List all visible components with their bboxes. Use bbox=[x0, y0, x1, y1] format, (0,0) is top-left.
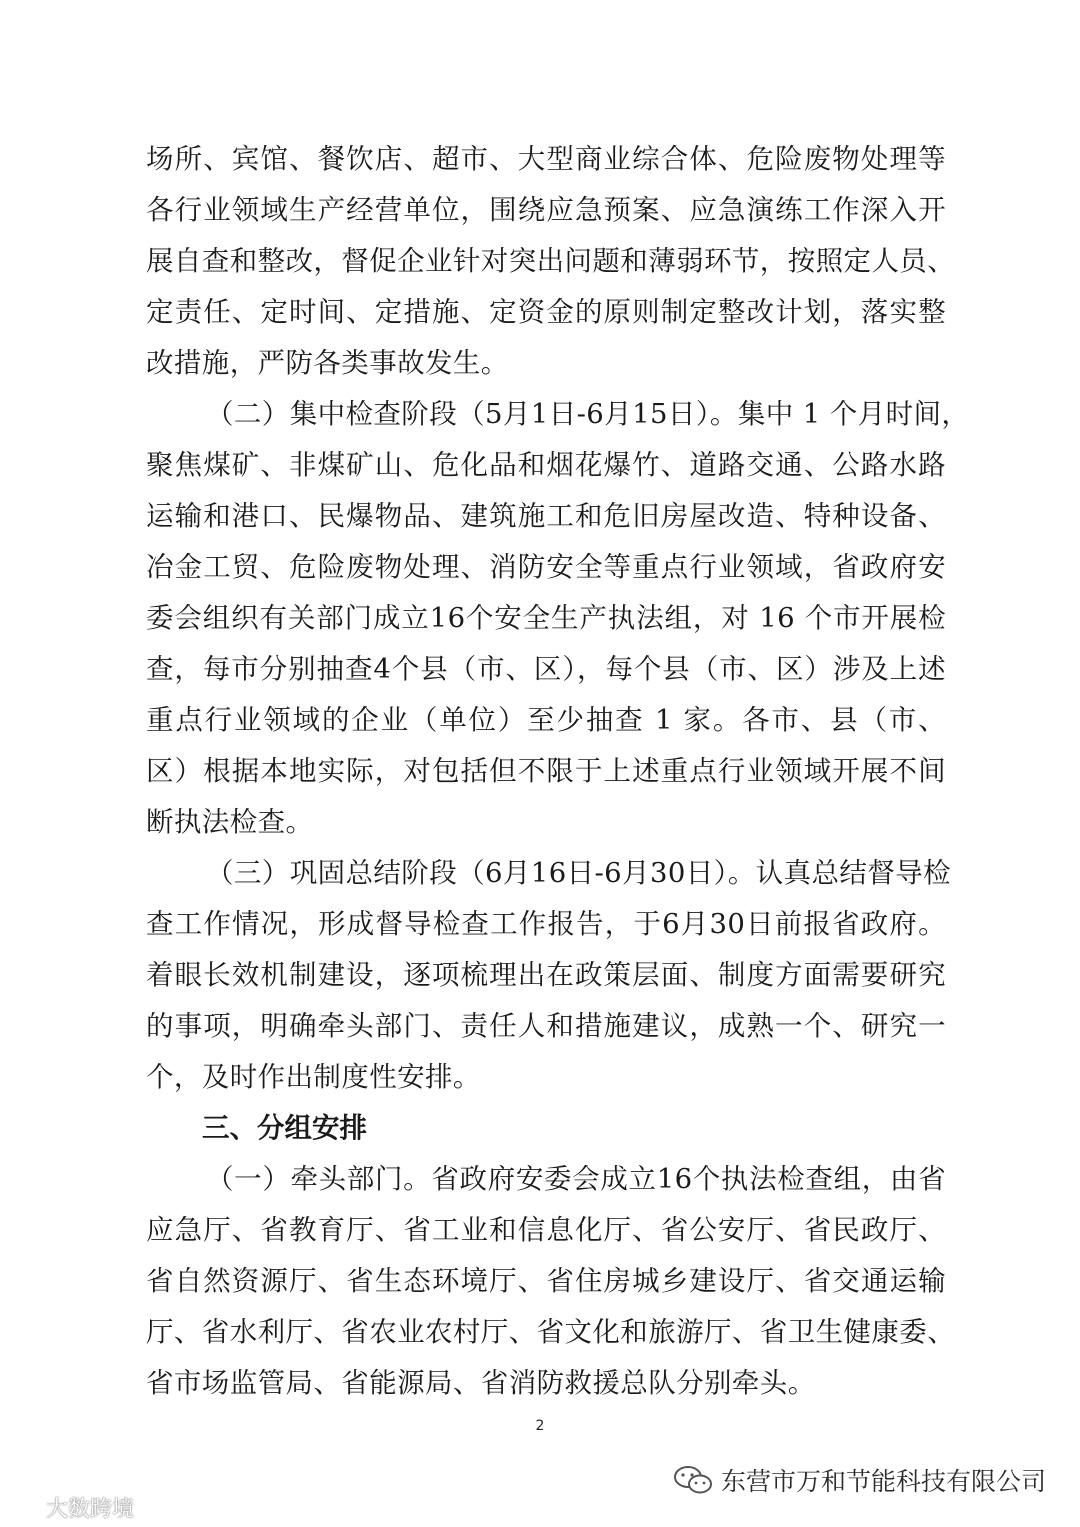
text-line: 查，每市分别抽查4个县（市、区），每个县（市、区）涉及上述 bbox=[146, 653, 946, 685]
text-line: （三）巩固总结阶段（6月16日-6月30日）。认真总结督导检 bbox=[206, 857, 952, 889]
body-text bbox=[146, 134, 970, 1409]
text-line: （一）牵头部门。省政府安委会成立16个执法检查组，由省 bbox=[206, 1163, 946, 1195]
text-line: 区）根据本地实际，对包括但不限于上述重点行业领域开展不间 bbox=[146, 755, 946, 787]
text-line: 场所、宾馆、餐饮店、超市、大型商业综合体、危险废物处理等 bbox=[146, 143, 946, 175]
text-line: 省自然资源厅、省生态环境厅、省住房城乡建设厅、省交通运输 bbox=[146, 1265, 946, 1297]
company-watermark bbox=[673, 1462, 1046, 1498]
text-line: 厅、省水利厅、省农业农村厅、省文化和旅游厅、省卫生健康委、 bbox=[146, 1316, 956, 1348]
section-heading: 三、分组安排 bbox=[202, 1112, 367, 1144]
text-line: 聚焦煤矿、非煤矿山、危化品和烟花爆竹、道路交通、公路水路 bbox=[146, 449, 946, 481]
weibo-icon bbox=[6, 1495, 40, 1521]
page-number: 2 bbox=[535, 1418, 545, 1434]
text-line: （二）集中检查阶段（5月1日-6月15日）。集中 1 个月时间， bbox=[206, 398, 970, 430]
text-line: 定责任、定时间、定措施、定资金的原则制定整改计划，落实整 bbox=[146, 296, 946, 328]
text-line: 查工作情况，形成督导检查工作报告，于6月30日前报省政府。 bbox=[146, 908, 946, 940]
company-watermark-text: 东营市万和节能科技有限公司 bbox=[720, 1467, 1046, 1496]
text-line: 改措施，严防各类事故发生。 bbox=[146, 347, 509, 379]
text-line: 运输和港口、民爆物品、建筑施工和危旧房屋改造、特种设备、 bbox=[146, 500, 946, 532]
text-line: 委会组织有关部门成立16个安全生产执法组，对 16 个市开展检 bbox=[146, 602, 946, 634]
wechat-icon bbox=[673, 1465, 713, 1495]
brand-watermark bbox=[6, 1492, 134, 1523]
text-line: 展自查和整改，督促企业针对突出问题和薄弱环节，按照定人员、 bbox=[146, 245, 956, 277]
text-line: 各行业领域生产经营单位，围绕应急预案、应急演练工作深入开 bbox=[146, 194, 946, 226]
text-line: 的事项，明确牵头部门、责任人和措施建议，成熟一个、研究一 bbox=[146, 1010, 946, 1042]
text-line: 个，及时作出制度性安排。 bbox=[146, 1061, 481, 1093]
text-line: 应急厅、省教育厅、省工业和信息化厅、省公安厅、省民政厅、 bbox=[146, 1214, 946, 1246]
text-line: 着眼长效机制建设，逐项梳理出在政策层面、制度方面需要研究 bbox=[146, 959, 946, 991]
text-line: 省市场监管局、省能源局、省消防救援总队分别牵头。 bbox=[146, 1367, 816, 1399]
text-line: 冶金工贸、危险废物处理、消防安全等重点行业领域，省政府安 bbox=[146, 551, 946, 583]
brand-watermark-text: 大数跨境 bbox=[46, 1497, 135, 1522]
text-line: 断执法检查。 bbox=[146, 806, 314, 838]
text-line: 重点行业领域的企业（单位）至少抽查 1 家。各市、县（市、 bbox=[146, 704, 946, 736]
